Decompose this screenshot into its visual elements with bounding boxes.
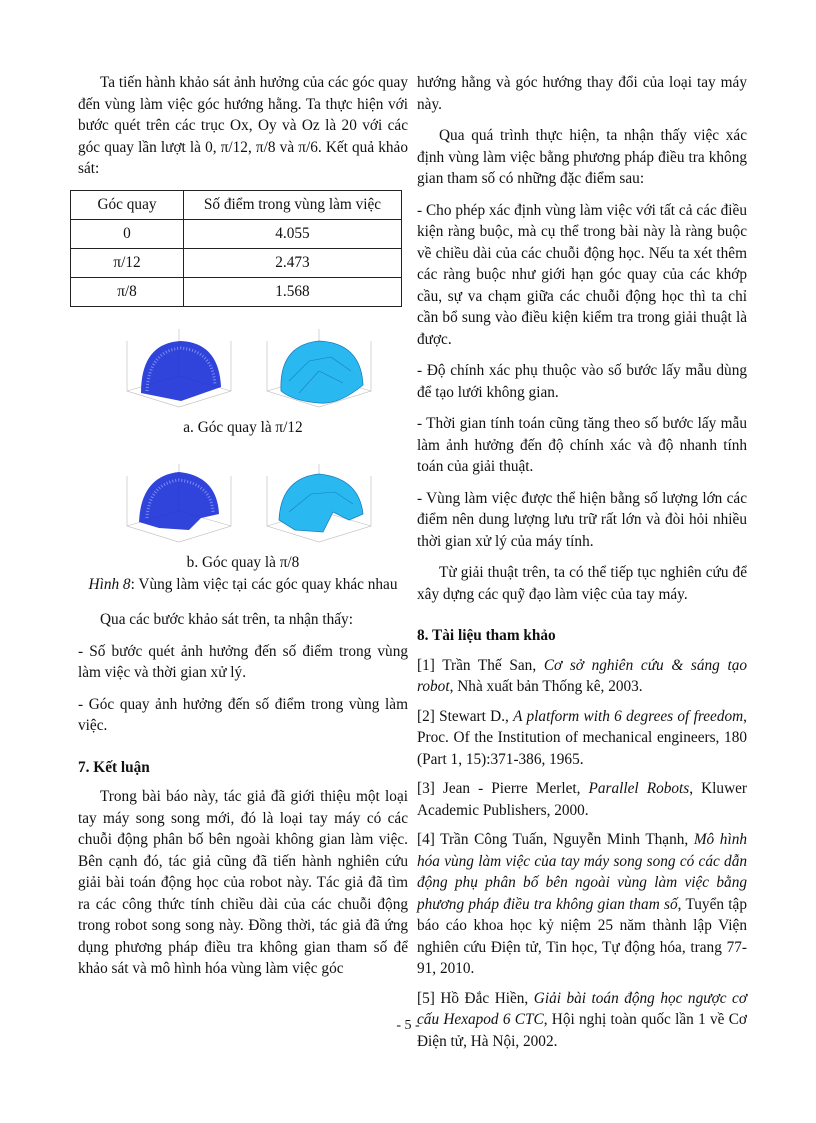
section-heading-conclusion: 7. Kết luận	[78, 758, 150, 776]
table-row	[71, 277, 402, 306]
conclusion-continued: hướng hằng và góc hướng thay đổi của loại tay máy này.	[417, 74, 747, 113]
surface-plot-a	[259, 321, 377, 411]
figure-caption-text: : Vùng làm việc tại các góc quay khác nhau	[130, 575, 398, 593]
reference-item: [4] Trần Công Tuấn, Nguyễn Minh Thạnh, Mô hình hóa vùng làm việc của tay máy song song có các dẫn động phụ phân bố bên ngoài vùng làm việc bằng phương pháp điều tra không gian tham số, Tuyển tập báo cáo khoa học kỷ niệm 25 năm thành lập Viện nghiên cứu Điện tử, Tin học, Tự động hóa, trang 77-91, 2010.	[417, 831, 747, 977]
figure-a-images	[88, 321, 408, 411]
reference-item: [3] Jean - Pierre Merlet, Parallel Robots, Kluwer Academic Publishers, 2000.	[417, 780, 747, 819]
table-cell: 4.055	[184, 219, 402, 248]
table-row	[71, 219, 402, 248]
figure-a-caption: a. Góc quay là π/12	[183, 418, 303, 436]
table-header: Số điểm trong vùng làm việc	[184, 190, 402, 219]
right-column	[417, 72, 747, 1060]
reference-item: [2] Stewart D., A platform with 6 degrees of freedom, Proc. Of the Institution of mechanical engineers, 180 (Part 1, 15):371-386, 1965.	[417, 707, 747, 768]
figure-8-caption	[78, 574, 408, 596]
table-cell: 0	[71, 219, 184, 248]
point-cloud-plot-b	[119, 456, 237, 546]
finding-bullet: - Thời gian tính toán cũng tăng theo số bước lấy mẫu làm ảnh hưởng đến độ chính xác và độ nhanh tính toán của giải thuật.	[417, 415, 747, 475]
figure-b-caption: b. Góc quay là π/8	[186, 554, 300, 571]
page-number: - 5 -	[396, 1018, 420, 1033]
reference-item: [1] Trần Thế San, Cơ sở nghiên cứu & sáng tạo robot, Nhà xuất bản Thống kê, 2003.	[417, 656, 747, 695]
table-header: Góc quay	[71, 190, 184, 219]
conclusion-paragraph: Trong bài báo này, tác giả đã giới thiệu một loại tay máy song song mới, đó là loại tay máy có các chuỗi động phân bố bên ngoài không gian làm việc. Bên cạnh đó, tác giả cũng đã tiến hành nghiên cứu giải bài toán động học của robot này. Tác giả đã tìm ra các công thức tính chiều dài của các chuỗi động trong robot song song này. Đồng thời, tác giả đã ứng dụng phương pháp điều tra không gian tham số để khảo sát và mô hình hóa vùng làm việc góc	[78, 788, 408, 977]
observation-bullet: - Góc quay ảnh hưởng đến số điểm trong vùng làm việc.	[78, 695, 408, 734]
left-column	[78, 72, 408, 980]
surface-plot-b	[259, 456, 377, 546]
intro-paragraph: Ta tiến hành khảo sát ảnh hưởng của các góc quay đến vùng làm việc góc hướng hằng. Ta thực hiện với bước quét trên các trục Ox, Oy và Oz là 20 với các góc quay lần lượt là 0, π/12, π/8 và π/6. Kết quả khảo sát:	[78, 74, 408, 177]
observation-bullet: - Số bước quét ảnh hưởng đến số điểm trong vùng làm việc và thời gian xử lý.	[78, 642, 408, 681]
table-cell: π/8	[71, 277, 184, 306]
future-work-paragraph: Từ giải thuật trên, ta có thể tiếp tục nghiên cứu để xây dựng các quỹ đạo làm việc của tay máy.	[417, 564, 747, 603]
point-cloud-plot-a	[119, 321, 237, 411]
table-cell: 1.568	[184, 277, 402, 306]
table-cell: 2.473	[184, 248, 402, 277]
findings-intro: Qua quá trình thực hiện, ta nhận thấy việc xác định vùng làm việc bằng phương pháp điều tra không gian tham số có những đặc điểm sau:	[417, 127, 747, 187]
results-table	[70, 190, 402, 307]
finding-bullet: - Vùng làm việc được thể hiện bằng số lượng lớn các điểm nên dung lượng lưu trữ rất lớn và đòi hỏi nhiều thời gian xử lý của máy tính.	[417, 489, 747, 550]
figure-label: Hình 8	[88, 575, 131, 593]
observation-intro: Qua các bước khảo sát trên, ta nhận thấy:	[100, 611, 353, 628]
figure-b-images	[88, 456, 408, 546]
table-header-row	[71, 190, 402, 219]
section-heading-references: 8. Tài liệu tham khảo	[417, 627, 556, 644]
reference-item: [5] Hồ Đắc Hiền, Giải bài toán động học ngược cơ cấu Hexapod 6 CTC, Hội nghị toàn quốc lần 1 về Cơ Điện tử, Hà Nội, 2002.	[417, 989, 748, 1050]
finding-bullet: - Độ chính xác phụ thuộc vào số bước lấy mẫu dùng để tạo lưới không gian.	[417, 362, 747, 401]
finding-bullet: - Cho phép xác định vùng làm việc với tất cả các điều kiện ràng buộc, mà cụ thể trong bài này là ràng buộc về chiều dài của các chuỗi động học. Nếu ta xét thêm các ràng buộc như giới hạn góc quay của các khớp cầu, sự va chạm giữa các chuỗi động học thì ta chỉ cần bổ sung vào điều kiện kiểm tra trong giải thuật là được.	[417, 201, 747, 348]
table-row	[71, 248, 402, 277]
table-cell: π/12	[71, 248, 184, 277]
